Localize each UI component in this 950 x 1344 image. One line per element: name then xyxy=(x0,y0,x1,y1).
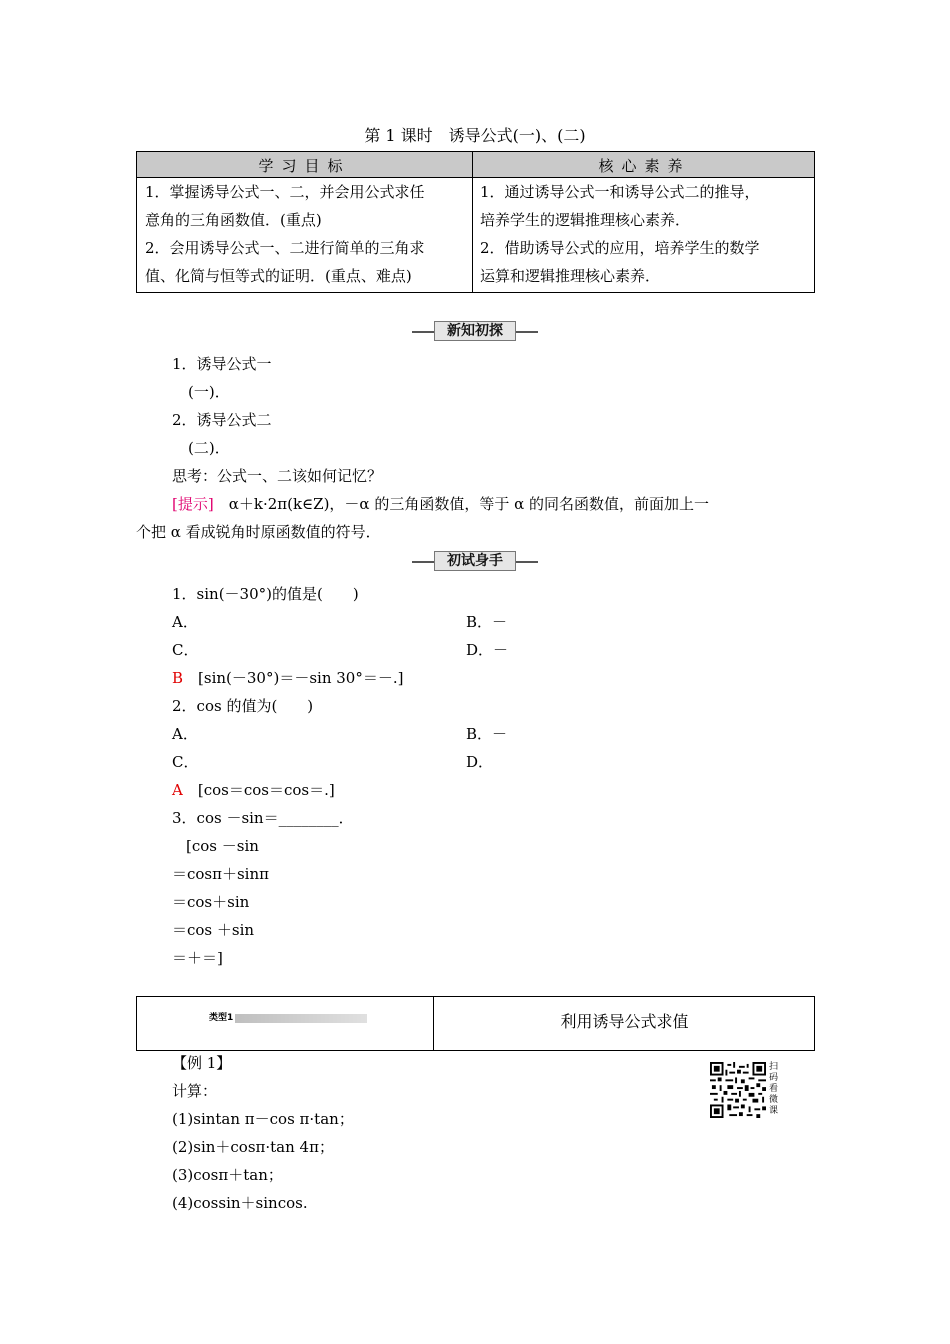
example-item: (2)sin＋cosπ·tan 4π； xyxy=(172,1138,334,1156)
page-title: 第 1 课时 诱导公式(一)、(二) xyxy=(364,126,586,145)
hint-text: α＋k·2π(k∈Z)，－α 的三角函数值，等于 α 的同名函数值，前面加上一 xyxy=(213,495,709,513)
hint-label: [提示] xyxy=(172,495,214,513)
q3-solution-line: ＝cosπ＋sinπ xyxy=(172,865,270,883)
formula-one-body: (一)． xyxy=(188,383,230,401)
q1-answer-letter: B xyxy=(172,669,184,687)
literacy-line: 培养学生的逻辑推理核心素养． xyxy=(480,211,691,229)
question-2: 2．cos 的值为( ) xyxy=(172,697,314,715)
q3-solution-line: ＝cos＋sin xyxy=(172,893,250,911)
learning-goals-cell xyxy=(145,178,425,290)
goal-line: 意角的三角函数值．(重点) xyxy=(145,211,322,229)
literacy-line: 运算和逻辑推理核心素养． xyxy=(480,267,661,285)
q1-option-c: C． xyxy=(172,641,199,659)
hint-paragraph xyxy=(172,493,709,514)
q2-explanation: [cos＝cos＝cos＝.] xyxy=(182,781,335,799)
q1-option-a: A． xyxy=(172,613,198,631)
q2-option-d: D． xyxy=(466,753,494,771)
header-learning-goals: 学习目标 xyxy=(258,157,351,175)
q1-option-b: B．－ xyxy=(466,613,508,631)
q2-answer-letter: A xyxy=(172,781,183,799)
q2-option-b: B．－ xyxy=(466,725,508,743)
formula-one-heading: 1．诱导公式一 xyxy=(172,355,272,373)
table-divider xyxy=(472,152,473,292)
banner-new-knowledge xyxy=(412,321,538,341)
example-item: (3)cosπ＋tan； xyxy=(172,1166,283,1184)
type-tag: 类型1 xyxy=(207,1010,235,1023)
goal-line: 2．会用诱导公式一、二进行简单的三角求 xyxy=(145,239,425,257)
example-label: 【例 1】 xyxy=(172,1054,232,1072)
example-item: (4)cossin＋sincos. xyxy=(172,1194,308,1212)
type-header-box xyxy=(136,996,815,1051)
objectives-table xyxy=(136,151,815,293)
example-intro: 计算： xyxy=(172,1082,218,1100)
core-literacy-cell xyxy=(480,178,760,290)
q1-answer xyxy=(172,667,403,688)
question-3: 3．cos －sin＝________． xyxy=(172,809,354,827)
q2-option-c: C． xyxy=(172,753,199,771)
formula-two-heading: 2．诱导公式二 xyxy=(172,411,272,429)
q2-answer xyxy=(172,779,335,800)
hint-text-continued: 个把 α 看成锐角时原函数值的符号． xyxy=(136,523,381,541)
literacy-line: 1．通过诱导公式一和诱导公式二的推导， xyxy=(480,183,760,201)
banner-first-try xyxy=(412,551,538,571)
qr-caption: 扫码看微课 xyxy=(769,1062,779,1116)
header-core-literacy: 核心素养 xyxy=(598,157,691,175)
example-item: (1)sintan π－cos π·tan； xyxy=(172,1110,354,1128)
q3-solution-line: [cos －sin xyxy=(186,837,259,855)
literacy-line: 2．借助诱导公式的应用，培养学生的数学 xyxy=(480,239,760,257)
type-title: 利用诱导公式求值 xyxy=(560,1012,689,1031)
banner-label: 新知初探 xyxy=(434,321,516,341)
q1-option-d: D．－ xyxy=(466,641,509,659)
q2-option-a: A． xyxy=(172,725,198,743)
q3-solution-line: ＝cos ＋sin xyxy=(172,921,255,939)
objectives-table-header xyxy=(137,152,814,178)
q1-explanation: [sin(－30°)＝－sin 30°＝－.] xyxy=(183,669,404,687)
goal-line: 1．掌握诱导公式一、二，并会用公式求任 xyxy=(145,183,425,201)
formula-two-body: (二)． xyxy=(188,439,230,457)
think-question: 思考：公式一、二该如何记忆？ xyxy=(172,467,383,485)
qr-code-icon[interactable] xyxy=(710,1062,766,1118)
goal-line: 值、化简与恒等式的证明．(重点、难点) xyxy=(145,267,412,285)
banner-label: 初试身手 xyxy=(434,551,516,571)
q3-solution-line: ＝＋＝] xyxy=(172,949,223,967)
question-1: 1．sin(－30°)的值是( ) xyxy=(172,585,359,603)
